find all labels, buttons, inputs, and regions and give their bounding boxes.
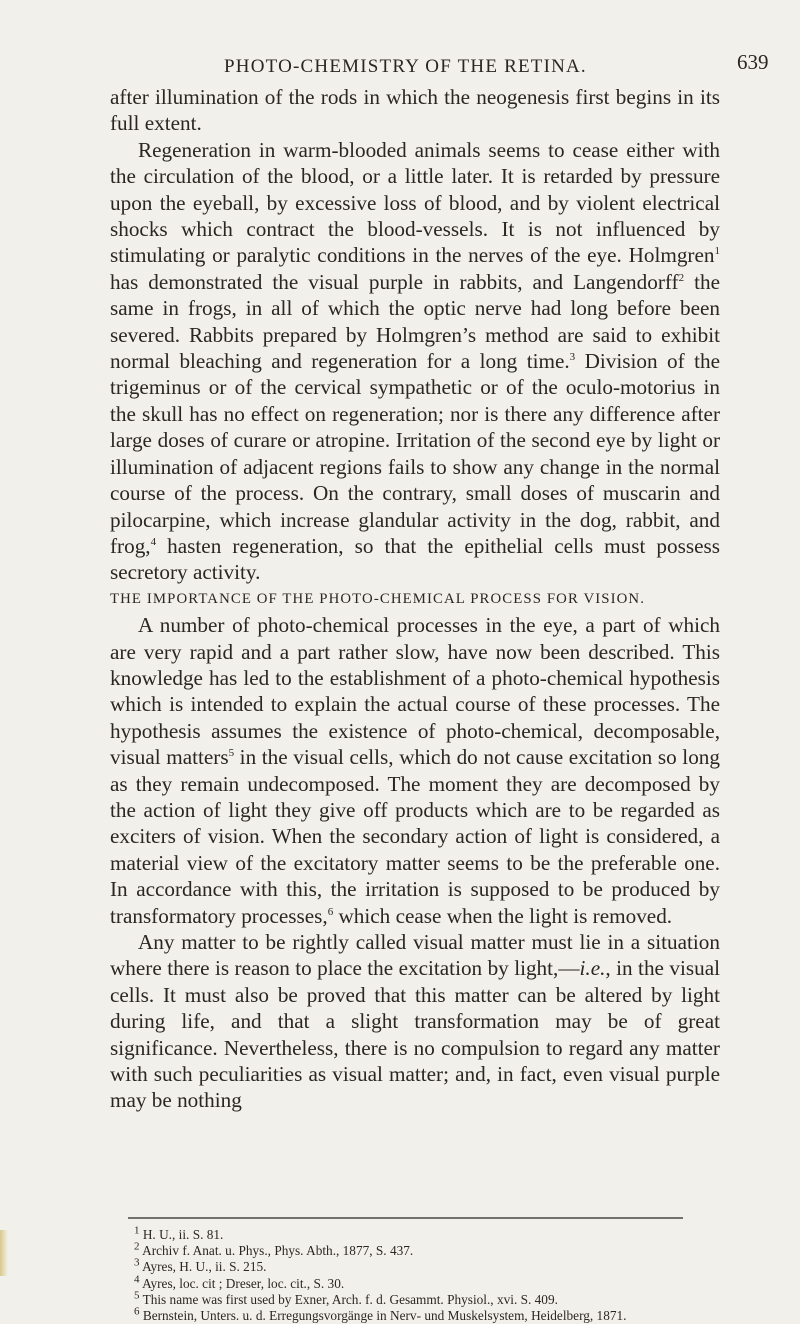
footnote-ref: 4 xyxy=(150,535,157,548)
paragraph: A number of photo-chemical processes in the eye, a part of which are very rapid and a part rather slow, have now been described. This knowledge has led to the establishment of a photo-chemical hypothesis which is intended to explain the actual course of these processes. The hypothesis assumes the existence of photo-chemical, decomposable, visual matters$^5$ in the visual cells, which do not cause excitation so long as they remain undecomposed. The moment they are decomposed by the action of light they give off products which are to be regarded as exciters of vision. When the secondary action of light is considered, a material view of the excitatory matter seems to be the preferable one. In accordance with this, the irritation is supposed to be produced by transformatory processes,$^6$ which cease when the light is removed. xyxy=(110,613,720,928)
footnote-ref: 3 xyxy=(569,351,576,363)
page-edge-shadow xyxy=(0,1230,8,1276)
footnote: $^3$ Ayres, H. U., ii. S. 215. xyxy=(134,1256,267,1275)
paragraph: after illumination of the rods in which the neogenesis first begins in its full extent. xyxy=(110,85,720,136)
footnote: $^4$ Ayres, loc. cit ; Dreser, loc. cit., S. 30. xyxy=(134,1273,345,1291)
footnote: $^2$ Archiv f. Anat. u. Phys., Phys. Abth., 1877, S. 437. xyxy=(134,1240,414,1259)
footnote-ref: 5 xyxy=(228,747,235,760)
footnote-ref: 2 xyxy=(678,271,685,284)
paragraph: Regeneration in warm-blooded animals seems to cease either with the circulation of the blood, or a little later. It is retarded by pressure upon the eyeball, by excessive loss of blood, and by violent electrical shocks which contract the blood-vessels. It is not influenced by stimulating or paralytic conditions in the nerves of the eye. Holmgren$^1$ has demonstrated the visual purple in rabbits, and Langendorff$^2$ the same in frogs, in all of which the optic nerve had long before been severed. Rabbits prepared by Holmgren’s method are said to exhibit normal bleaching and regeneration for a long time.$^3$ Division of the trigeminus or of the cervical sympathetic or of the oculo-motorius in the skull has no effect on regeneration; nor is there any difference after large doses of curare or atropine. Irritation of the second eye by light or illumination of adjacent regions fails to show any change in the normal course of the process. On the contrary, small doses of muscarin and pilocarpine, which increase glandular activity in the dog, rabbit, and frog,$^4$ hasten regeneration, so that the epithelial cells must possess secretory activity. xyxy=(110,137,721,585)
footnote-rule xyxy=(128,1216,683,1220)
page-number: 639 xyxy=(737,50,769,74)
footnote-ref: 1 xyxy=(714,245,720,258)
running-head: PHOTO-CHEMISTRY OF THE RETINA. xyxy=(224,56,587,77)
paragraph: Any matter to be rightly called visual matter must lie in a situation where there is reason to place the excitation by light,—i.e., in the visual cells. It must also be proved that this matter can be altered by light during life, and that a slight transformation may be of great significance. Nevertheless, there is no compulsion to regard any matter with such peculiarities as visual matter; and, in fact, even visual purple may be nothing xyxy=(110,930,720,1113)
footnote: $^5$ This name was first used by Exner, Arch. f. d. Gesammt. Physiol., xvi. S. 409. xyxy=(134,1289,558,1307)
footnote-ref: 6 xyxy=(327,905,334,918)
footnote: $^6$ Bernstein, Unters. u. d. Erregungsvorgänge in Nerv- und Muskelsystem, Heidelberg, 1871. xyxy=(134,1305,627,1324)
body-text xyxy=(110,84,720,1114)
footnote: $^1$ H. U., ii. S. 81. xyxy=(134,1224,224,1242)
section-heading: THE IMPORTANCE OF THE PHOTO-CHEMICAL PROCESS FOR VISION. xyxy=(110,590,645,607)
